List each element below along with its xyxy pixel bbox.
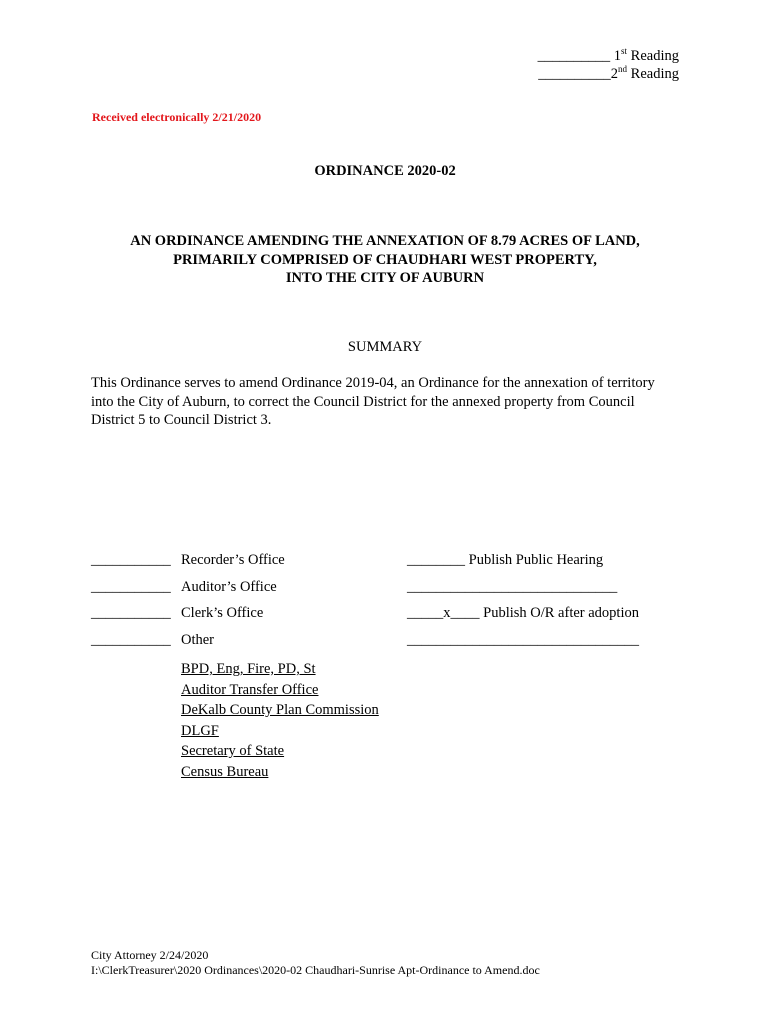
other-recipients-list [181, 659, 379, 782]
summary-line: This Ordinance serves to amend Ordinance 2019-04, an Ordinance for the annexation of territory [91, 375, 655, 391]
ordinance-description [0, 232, 770, 288]
recipient-item[interactable]: Auditor Transfer Office [181, 681, 319, 698]
dist-publish-after-adoption[interactable]: _____x____ Publish O/R after adoption [407, 605, 639, 621]
first-reading-label: Reading [630, 48, 679, 64]
second-reading-suffix: nd [618, 64, 628, 75]
summary-heading: SUMMARY [347, 339, 423, 355]
description-line: AN ORDINANCE AMENDING THE ANNEXATION OF 8.79 ACRES OF LAND, [130, 233, 640, 249]
dist-blank-recorder[interactable]: ___________ [91, 552, 171, 568]
dist-label-recorder: Recorder’s Office [181, 552, 285, 568]
dist-publish-hearing[interactable]: ________ Publish Public Hearing [407, 552, 604, 568]
document-footer [91, 948, 540, 978]
dist-blank-other[interactable]: ___________ [91, 632, 171, 648]
recipient-item[interactable]: BPD, Eng, Fire, PD, St [181, 661, 316, 677]
summary-line: District 5 to Council District 3. [91, 412, 272, 428]
summary-paragraph [91, 374, 655, 430]
recipient-item[interactable]: DeKalb County Plan Commission [181, 702, 379, 718]
first-reading-blank: __________ [537, 48, 611, 64]
first-reading-number: 1 [613, 48, 622, 64]
first-reading-suffix: st [621, 46, 628, 57]
first-reading-line [538, 47, 679, 65]
description-line: PRIMARILY COMPRISED OF CHAUDHARI WEST PROPERTY, [173, 251, 597, 268]
footer-file-path: I:\ClerkTreasurer\2020 Ordinances\2020-02 Chaudhari-Sunrise Apt-Ordinance to Amend.doc [91, 963, 540, 977]
dist-label-auditor: Auditor’s Office [181, 579, 277, 595]
second-reading-line [538, 65, 679, 83]
recipient-item[interactable]: DLGF [181, 722, 219, 739]
footer-attorney-line: City Attorney 2/24/2020 [91, 948, 209, 962]
recipient-item[interactable]: Census Bureau [181, 763, 269, 780]
recipient-item[interactable]: Secretary of State [181, 743, 285, 759]
dist-blank-clerk[interactable]: ___________ [91, 605, 171, 621]
second-reading-label: Reading [630, 66, 679, 82]
ordinance-title: ORDINANCE 2020-02 [314, 163, 456, 179]
description-line: INTO THE CITY OF AUBURN [285, 270, 485, 286]
dist-right-blank-line[interactable]: ________________________________ [407, 632, 639, 648]
received-stamp: Received electronically 2/21/2020 [92, 110, 262, 124]
summary-line: into the City of Auburn, to correct the Council District for the annexed property from Council [91, 393, 635, 410]
dist-label-clerk: Clerk’s Office [181, 605, 264, 621]
dist-label-other: Other [181, 632, 215, 648]
dist-blank-auditor[interactable]: ___________ [91, 579, 171, 595]
dist-right-blank-line[interactable]: _____________________________ [407, 579, 618, 595]
second-reading-number: 2 [610, 66, 619, 82]
second-reading-blank: __________ [538, 66, 611, 82]
